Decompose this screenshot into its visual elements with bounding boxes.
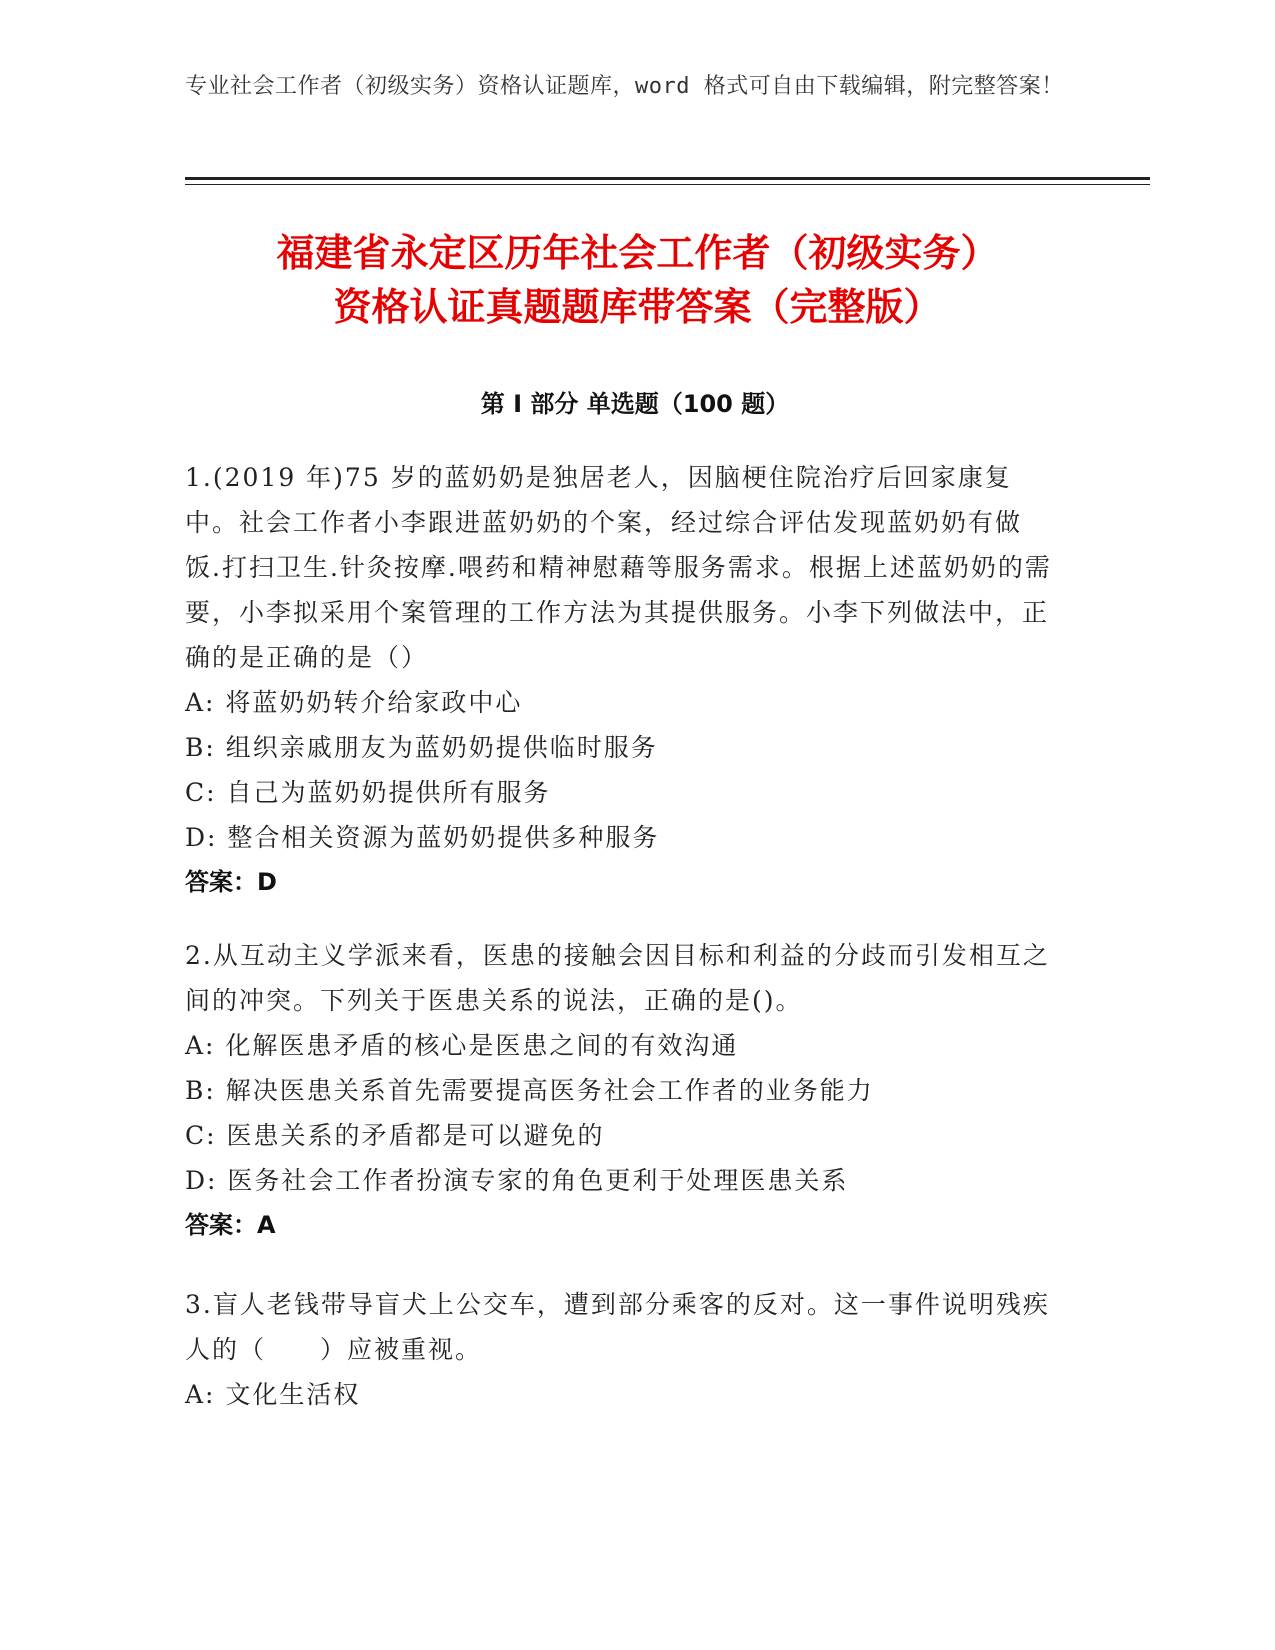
question-1 bbox=[185, 455, 1055, 905]
option-b: B: 解决医患关系首先需要提高医务社会工作者的业务能力 bbox=[185, 1076, 874, 1105]
question-stem: 2.从互动主义学派来看，医患的接触会因目标和利益的分歧而引发相互之间的冲突。下列关于医患关系的说法，正确的是()。 bbox=[185, 941, 1050, 1015]
document-title-line-2: 资格认证真题题库带答案（完整版） bbox=[333, 285, 942, 329]
question-stem: 3.盲人老钱带导盲犬上公交车，遭到部分乘客的反对。这一事件说明残疾人的（ ）应被重视。 bbox=[185, 1290, 1050, 1364]
option-d: D: 医务社会工作者扮演专家的角色更利于处理医患关系 bbox=[185, 1166, 849, 1195]
header-divider-thick bbox=[185, 177, 1150, 180]
option-d: D: 整合相关资源为蓝奶奶提供多种服务 bbox=[185, 823, 660, 852]
option-a: A: 将蓝奶奶转介给家政中心 bbox=[185, 688, 523, 717]
option-a: A: 文化生活权 bbox=[185, 1380, 361, 1409]
answer: 答案：A bbox=[185, 1211, 276, 1239]
question-stem: 1.(2019 年)75 岁的蓝奶奶是独居老人，因脑梗住院治疗后回家康复中。社会工作者小李跟进蓝奶奶的个案，经过综合评估发现蓝奶奶有做饭.打扫卫生.针灸按摩.喂药和精神慰藉等服务需求。根据上述蓝奶奶的需要，小李拟采用个案管理的工作方法为其提供服务。小李下列做法中，正确的是正确的是（） bbox=[185, 463, 1052, 672]
header-divider-thin bbox=[185, 184, 1150, 185]
option-c: C: 医患关系的矛盾都是可以避免的 bbox=[185, 1121, 605, 1150]
question-3 bbox=[185, 1282, 1055, 1417]
option-c: C: 自己为蓝奶奶提供所有服务 bbox=[185, 778, 551, 807]
header-note: 专业社会工作者（初级实务）资格认证题库，word 格式可自由下载编辑，附完整答案！ bbox=[185, 74, 1064, 99]
option-a: A: 化解医患矛盾的核心是医患之间的有效沟通 bbox=[185, 1031, 739, 1060]
option-b: B: 组织亲戚朋友为蓝奶奶提供临时服务 bbox=[185, 733, 658, 762]
document-title bbox=[150, 226, 1125, 334]
document-title-line-1: 福建省永定区历年社会工作者（初级实务） bbox=[276, 231, 999, 275]
question-2 bbox=[185, 933, 1055, 1248]
section-heading: 第 I 部分 单选题（100 题） bbox=[480, 390, 790, 418]
answer: 答案：D bbox=[185, 868, 277, 896]
